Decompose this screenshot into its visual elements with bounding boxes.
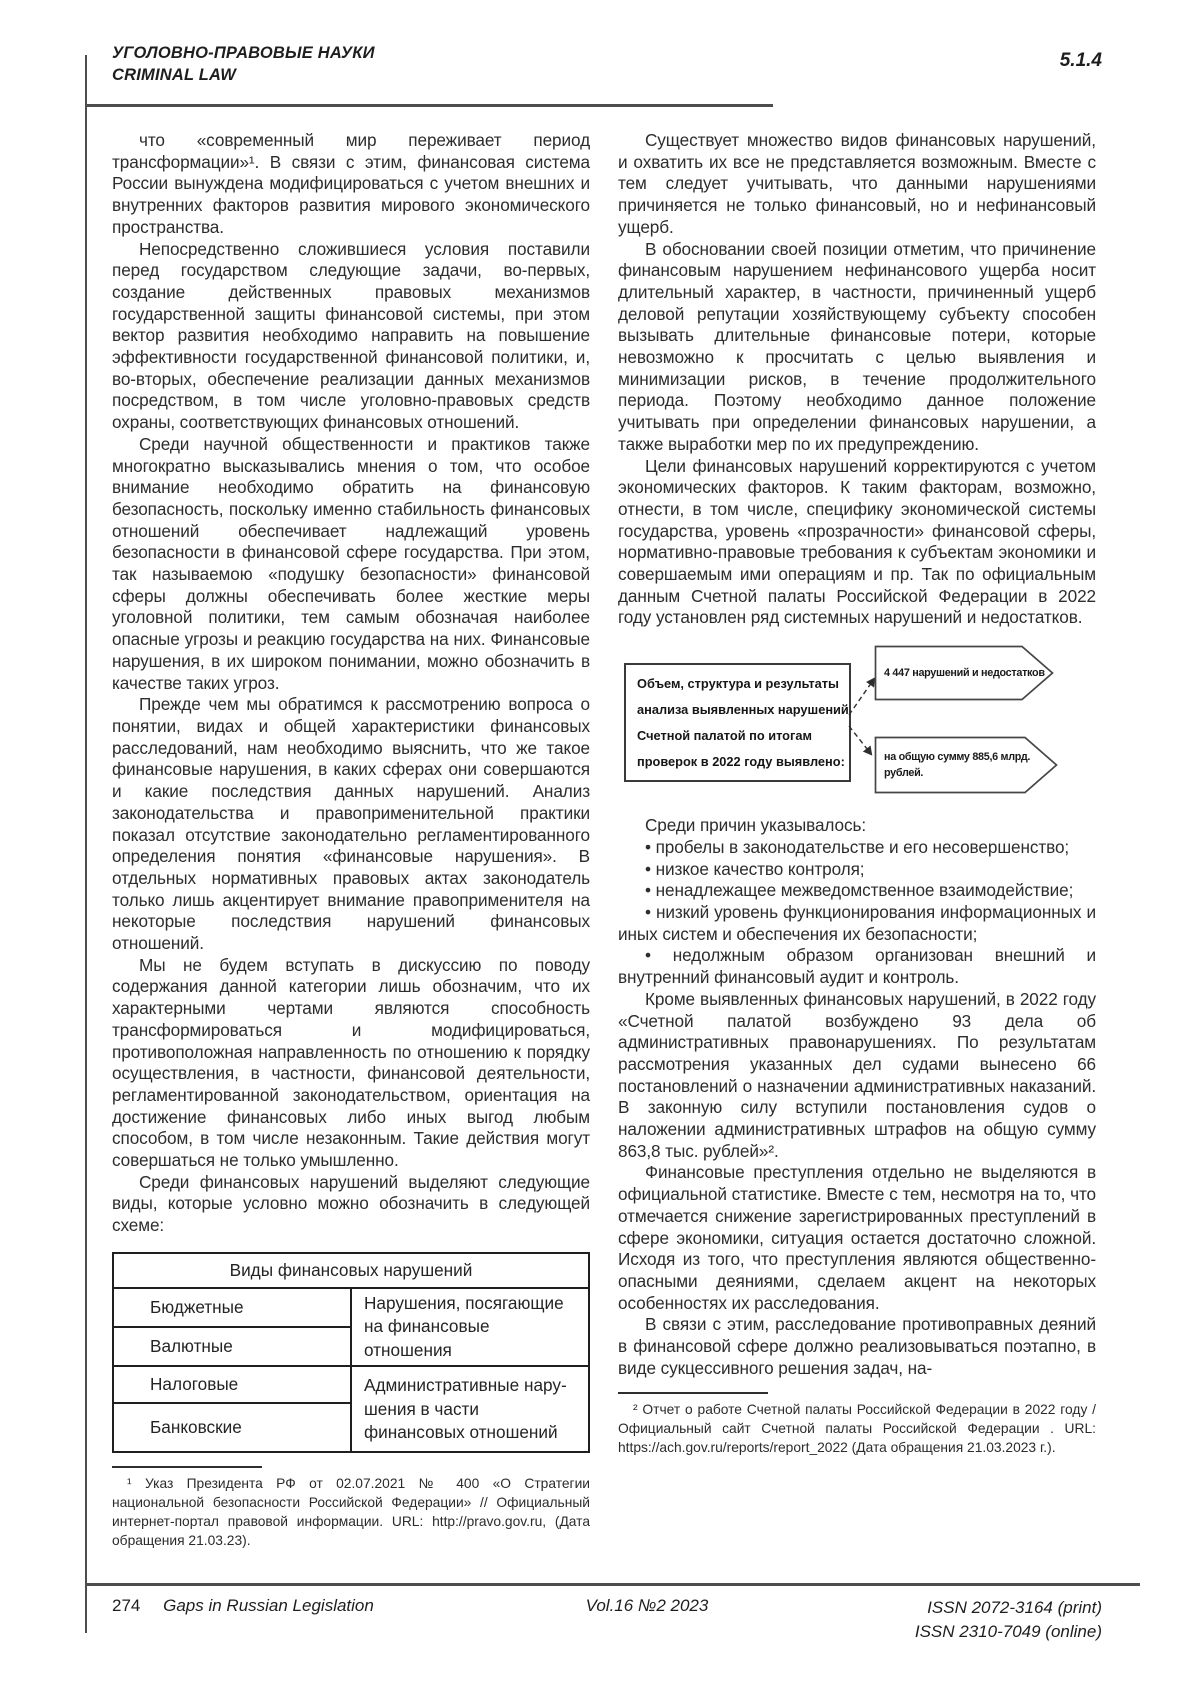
paragraph: Прежде чем мы обратимся к рассмотрению вопроса о понятии, видах и общей характеристики финансовых расследований, нам необходимо выяснить, что же такое финансовые нарушения, в каких сферах они совершаются и какие последствия данных нарушений. Анализ законодательства и правоприменительной практики показал отсутствие законодательно регламентированного определения понятия «финансовые нарушения». В отдельных нормативных правовых актах законодатель только лишь акцентирует внимание правоприменителя на некоторые последствия нарушений финансовых отношений. xyxy=(112,694,590,954)
violations-table xyxy=(112,1252,590,1454)
figure-box-line: Счетной палатой по итогам xyxy=(637,728,812,744)
audit-results-figure xyxy=(618,643,1096,805)
table-cell: Нарушения, посягающие на финансовые отношения xyxy=(351,1288,589,1367)
bullet-item: • ненадлежащее межведомственное взаимодействие; xyxy=(645,880,1074,901)
bullet-item: • недолжным образом организован внешний и внутренний финансовый аудит и контроль. xyxy=(618,945,1096,988)
section-code: 5.1.4 xyxy=(1059,50,1102,71)
paragraph: В связи с этим, расследование противоправных деяний в финансовой сфере должно реализовываться поэтапно, в виде сукцессивного решения задач, на- xyxy=(618,1314,1096,1378)
paragraph: Существует множество видов финансовых нарушений, и охватить их все не представляется возможным. Вместе с тем следует учитывать, что данными нарушениями причиняется не только финансовый, но и нефинансовый ущерб. xyxy=(618,130,1096,237)
figure-callout-count xyxy=(874,645,1054,701)
bullet-item: • низкое качество контроля; xyxy=(645,858,865,879)
page-footer xyxy=(112,1596,1102,1644)
paragraph: Финансовые преступления отдельно не выделяются в официальной статистике. Вместе с тем, несмотря на то, что отмечается снижение зарегистрированных преступлений в сфере экономики, ситуация остается достаточно сложной. Исходя из того, что преступления являются общественно-опасными деяниями, сделаем акцент на некоторых особенностях их расследования. xyxy=(618,1162,1096,1313)
right-column xyxy=(618,130,1096,1551)
body-columns xyxy=(112,130,1096,1551)
journal-title: Gaps in Russian Legislation xyxy=(163,1596,374,1615)
table-cell: Налоговые xyxy=(113,1366,351,1403)
table-row xyxy=(113,1288,589,1327)
left-margin-line xyxy=(85,55,87,1633)
header-rule xyxy=(85,104,773,107)
table-cell: Административные нарушения в части финансовых отношений xyxy=(351,1366,589,1452)
footer-rule xyxy=(85,1583,1140,1586)
running-head xyxy=(112,42,375,86)
table-cell: Банковские xyxy=(113,1403,351,1452)
issn-online: ISSN 2310-7049 (online) xyxy=(914,1622,1102,1641)
running-head-en: CRIMINAL LAW xyxy=(112,66,236,84)
paragraph: Мы не будем вступать в дискуссию по поводу содержания данной категории лишь обозначим, что их характерными чертами являются способность трансформироваться и модифицироваться, противоположная направленность по отношению к порядку осуществления, в частности, финансовой деятельности, регламентированной законодательством, ориентация на достижение финансовых либо иных выгод любым способом, в том числе незаконным. Такие действия могут совершаться не только умышленно. xyxy=(112,954,590,1171)
paragraph: Среди научной общественности и практиков также многократно высказывались мнения о том, что особое внимание необходимо обратить на финансовую безопасность, поскольку именно стабильность финансовых отношений обеспечивает надлежащий уровень безопасности в финансовой сфере государства. При этом, так называемою «подушку безопасности» финансовой сферы должны обеспечивать более жесткие меры уголовной политики, тем самым обозначая наиболее опасные угрозы и реакцию государства на них. Финансовые нарушения, в их широком понимании, можно обозначить в качестве таких угроз. xyxy=(112,433,590,693)
page-number: 274 xyxy=(112,1596,141,1615)
paragraph: Кроме выявленных финансовых нарушений, в 2022 году «Счетной палатой возбуждено 93 дела об административных правонарушениях. По результатам рассмотрения указанных дел судами вынесено 66 постановлений о назначении административных наказаний. В законную силу вступили постановления судов о наложении административных штрафов на общую сумму 863,8 тыс. рублей»². xyxy=(618,988,1096,1161)
table-cell: Бюджетные xyxy=(113,1288,351,1327)
footnote-2: ² Отчет о работе Счетной палаты Российской Федерации в 2022 году / Официальный сайт Счетной палаты Российской Федерации . URL: https://ach.gov.ru/reports/report_2022 (Дата обращения 21.03.2023 г.). xyxy=(618,1402,1096,1456)
issn-print: ISSN 2072-3164 (print) xyxy=(927,1598,1102,1617)
callout-text: 4 447 нарушений и недостатков xyxy=(884,667,1045,680)
callout-text: на общую сумму 885,6 млрд. рублей. xyxy=(884,751,1031,780)
footer-right xyxy=(822,1596,1102,1644)
figure-box-line: проверок в 2022 году выявлено: xyxy=(637,754,845,770)
table-row xyxy=(113,1253,589,1288)
running-head-ru: УГОЛОВНО-ПРАВОВЫЕ НАУКИ xyxy=(112,44,375,62)
figure-box-line: анализа выявленных нарушений xyxy=(637,702,849,718)
paragraph: Среди финансовых нарушений выделяют следующие виды, которые условно можно обозначить в следующей схеме: xyxy=(112,1171,590,1236)
table-cell: Валютные xyxy=(113,1327,351,1366)
figure-callout-sum xyxy=(874,736,1058,794)
paragraph: Цели финансовых нарушений корректируются с учетом экономических факторов. К таким факторам, возможно, отнести, в том числе, специфику экономической системы государства, уровень «прозрачности» финансовой сферы, нормативно-правовые требования к субъектам экономики и совершаемым ими операциям и пр. Так по официальным данным Счетной палаты Российской Федерации в 2022 году установлен ряд системных нарушений и недостатков. xyxy=(618,455,1096,628)
footer-left xyxy=(112,1596,472,1644)
figure-box-line: Объем, структура и результаты xyxy=(637,676,839,692)
table-header-cell: Виды финансовых нарушений xyxy=(113,1253,589,1288)
footnote-separator xyxy=(618,1392,768,1394)
footnote-1: ¹ Указ Президента РФ от 02.07.2021 № 400 «О Стратегии национальной безопасности Российской Федерации» // Официальный интернет-портал правовой информации. URL: http://pravo.gov.ru, (Дата обращения 21.03.23). xyxy=(112,1476,590,1548)
paragraph: В обосновании своей позиции отметим, что причинение финансовым нарушением нефинансового ущерба носит длительный характер, в частности, причиненный ущерб деловой репутации хозяйствующему субъекту способен вызывать длительные финансовые потери, которые невозможно к просчитать с целью выявления и минимизации рисков, в течение продолжительного периода. Поэтому необходимо данное положение учитывать при определении финансовых нарушении, а также выработки мер по их предупреждению. xyxy=(618,238,1096,454)
bullet-item: • низкий уровень функционирования информационных и иных систем и обеспечения их безопасности; xyxy=(618,901,1096,944)
table-row xyxy=(113,1366,589,1403)
paragraph: Среди причин указывалось: xyxy=(645,815,867,836)
left-column xyxy=(112,130,590,1551)
footnote-separator xyxy=(112,1466,262,1468)
volume-issue: Vol.16 №2 2023 xyxy=(585,1596,709,1615)
paragraph: Непосредственно сложившиеся условия поставили перед государством следующие задачи, во-первых, создание действенных правовых механизмов государственной защиты финансовой системы, при этом вектор развития необходимо направить на повышение эффективности государственной финансовой политики, и, во-вторых, обеспечение реализации данных механизмов посредством, в том числе уголовно-правовых средств охраны, соответствующих финансовых отношений. xyxy=(112,238,590,433)
bullet-item: • пробелы в законодательстве и его несовершенство; xyxy=(645,836,1070,857)
paragraph: что «современный мир переживает период трансформации»¹. В связи с этим, финансовая система России вынуждена модифицироваться с учетом внешних и внутренних факторов развития мирового экономического пространства. xyxy=(112,130,590,237)
